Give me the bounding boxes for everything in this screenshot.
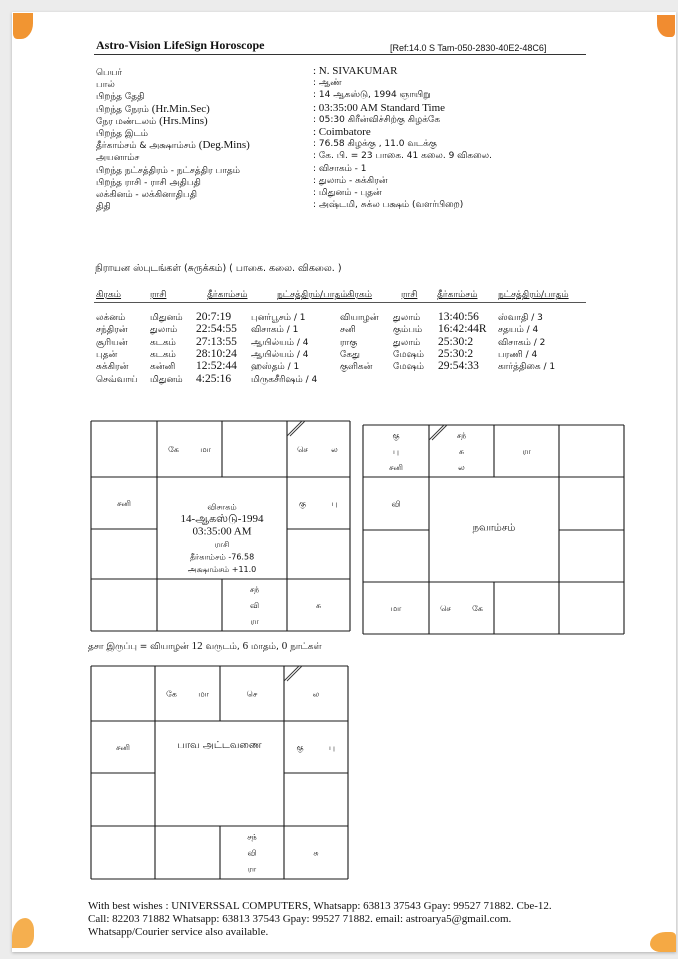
cell-rasi: மிதுனம் xyxy=(150,374,183,385)
planet-abbrev: கு xyxy=(392,431,400,440)
detail-label-text: பால் xyxy=(96,80,115,91)
detail-label-text: பிறந்த நட்சத்திரம் - நட்சத்திர பாதம் xyxy=(96,165,241,176)
dasa-days: 0 xyxy=(281,640,288,652)
cell-rasi: துலாம் xyxy=(150,325,178,336)
cell-longitude: 20:7:19 xyxy=(196,311,232,323)
cell-planet: கேது xyxy=(340,349,360,360)
cell-longitude: 27:13:55 xyxy=(196,335,237,348)
planet-abbrev: வி xyxy=(249,601,260,610)
chart-center-text: விசாகம் xyxy=(207,502,237,512)
chart-center-text: பாவ அட்டவணை xyxy=(177,740,262,751)
cell-longitude: 28:10:24 xyxy=(196,347,237,360)
detail-value: : துலாம் - சுக்கிரன் xyxy=(313,175,388,186)
detail-value: : விசாகம் - 1 xyxy=(313,163,367,174)
detail-value: : கே. பி. = 23 பாகை. 41 கலை. 9 விகலை. xyxy=(313,151,493,162)
house-r3c2 xyxy=(247,833,257,874)
cell-rasi: மிதுனம் xyxy=(150,313,183,323)
planet-abbrev: ரா xyxy=(522,447,531,456)
chart-center-text: அக்ஷாம்சம் +11.0 xyxy=(187,565,257,575)
detail-label-text: திதி xyxy=(96,202,111,213)
detail-value: : 14 ஆகஸ்டு, 1994 ஞாயிறு xyxy=(313,90,431,101)
planet-abbrev: செ xyxy=(246,689,258,699)
cell-planet: ராகு xyxy=(340,337,358,348)
planet-abbrev: செ xyxy=(297,445,308,454)
cell-rasi: கும்பம் xyxy=(393,325,423,336)
cell-rasi: கன்னி xyxy=(150,362,176,373)
column-header: தீர்காம்சம் xyxy=(207,290,248,300)
dasa-years-unit: வருடம், xyxy=(202,642,243,652)
footer-line-2: Call: 82203 71882 Whatsapp: 63813 37543 Gpay: 99527 71882. email: astroarya5@gmail.com. xyxy=(88,913,512,925)
house-r1c0 xyxy=(116,743,130,752)
footer-line-1: With best wishes : UNIVERSSAL COMPUTERS, Whatsapp: 63813 37543 Gpay: 99527 71882. Cbe-12. xyxy=(88,900,552,912)
detail-label-text: பிறந்த தேதி xyxy=(96,92,145,103)
planet-abbrev: சந் xyxy=(456,431,467,440)
detail-label-text: நேர மண்டலம் xyxy=(96,116,160,127)
planet-abbrev: கே xyxy=(168,445,179,454)
cell-planet: வியாழன் xyxy=(340,313,379,323)
detail-label-text: பிறந்த ராசி - ராசி அதிபதி xyxy=(96,177,201,188)
detail-label-text: அயனாம்ச xyxy=(96,153,140,164)
planet-abbrev: கு xyxy=(298,499,307,508)
detail-value: : 05:30 கிரீன்விச்சிற்கு கிழக்கே xyxy=(313,114,441,125)
planet-abbrev: ல xyxy=(331,445,338,454)
detail-label-text: பிறந்த இடம் xyxy=(96,129,148,139)
cell-rasi: துலாம் xyxy=(393,313,421,323)
house-r0c2 xyxy=(247,690,258,699)
planet-abbrev: சந் xyxy=(247,832,257,842)
cell-nakshatra: ஹஸ்தம் / 1 xyxy=(251,362,300,373)
planet-abbrev: கே xyxy=(166,689,177,699)
house-r1c3 xyxy=(296,743,335,753)
planet-abbrev: சு xyxy=(315,601,322,610)
cell-rasi: கடகம் xyxy=(150,349,176,360)
cell-rasi: கடகம் xyxy=(150,337,176,348)
planet-abbrev: ரா xyxy=(250,617,259,626)
planet-abbrev: பு xyxy=(329,743,335,752)
lagna-marker xyxy=(284,666,299,681)
cell-rasi: துலாம் xyxy=(393,337,421,348)
dasa-days-unit: நாட்கள் xyxy=(287,642,322,652)
house-r0c3 xyxy=(313,690,320,699)
planet-abbrev: மா xyxy=(200,445,211,454)
cell-longitude: 4:25:16 xyxy=(196,372,232,385)
cell-nakshatra: புனர்பூசம் / 1 xyxy=(251,313,306,323)
planet-abbrev: சந் xyxy=(249,585,260,594)
house-r3c3 xyxy=(313,849,319,858)
cell-longitude: 25:30:2 xyxy=(438,335,474,348)
cell-planet: சூரியன் xyxy=(96,337,128,348)
detail-label-unit: (Hrs.Mins) xyxy=(159,114,208,127)
cell-rasi: மேஷம் xyxy=(393,362,424,373)
cell-planet: லக்னம் xyxy=(96,313,126,323)
cell-nakshatra: பரணி / 4 xyxy=(498,349,538,360)
dasa-label: தசா இருப்பு = வியாழன் xyxy=(88,642,192,652)
column-header: கிரகம் xyxy=(96,290,122,300)
column-header: தீர்காம்சம் xyxy=(437,290,478,300)
dasa-months-unit: மாதம், xyxy=(248,642,282,652)
chart-center-text: நவாம்சம் xyxy=(472,522,516,534)
detail-value: : அஷ்டமி, சுக்ல பக்ஷம் (வளர்பிறை) xyxy=(313,200,464,211)
planet-abbrev: ல xyxy=(458,463,465,472)
cell-nakshatra: ஸ்வாதி / 3 xyxy=(498,313,543,323)
chart-center-text: தீர்காம்சம் -76.58 xyxy=(189,552,255,562)
planet-abbrev: சனி xyxy=(117,499,131,508)
footer-line-3: Whatsapp/Courier service also available. xyxy=(88,926,269,938)
planet-abbrev: கு xyxy=(296,743,304,752)
reference-code: [Ref:14.0 S Tam-050-2830-40E2-48C6] xyxy=(390,43,547,53)
cell-longitude: 12:52:44 xyxy=(196,360,237,373)
planet-abbrev: வி xyxy=(391,499,401,509)
planet-abbrev: பு xyxy=(393,447,399,456)
cell-longitude: 22:54:55 xyxy=(196,323,237,336)
cell-nakshatra: விசாகம் / 2 xyxy=(498,337,546,348)
cell-planet: சந்திரன் xyxy=(96,325,128,336)
house-r0c1 xyxy=(166,690,210,699)
chart-center-text: ராசி xyxy=(214,540,230,550)
planet-abbrev: ரா xyxy=(247,864,257,874)
cell-longitude: 16:42:44R xyxy=(438,323,487,336)
planet-abbrev: சனி xyxy=(389,463,403,472)
planet-abbrev: மா xyxy=(390,604,402,613)
cell-planet: குளிகன் xyxy=(340,362,373,373)
planet-abbrev: சு xyxy=(458,447,465,456)
planet-abbrev: ல xyxy=(312,689,320,699)
dasa-years: 12 xyxy=(191,640,203,652)
planet-abbrev: பு xyxy=(331,499,338,508)
planet-abbrev: மா xyxy=(198,689,209,699)
dasa-months: 6 xyxy=(242,640,249,652)
detail-label-unit: (Hr.Min.Sec) xyxy=(151,102,210,115)
detail-value: : ஆண் xyxy=(313,78,342,89)
detail-label-text: பிறந்த நேரம் xyxy=(96,104,152,115)
cell-longitude: 13:40:56 xyxy=(438,311,479,323)
detail-label-text: லக்கினம் - லக்கினாதிபதி xyxy=(96,190,198,200)
detail-label-text: தீர்காம்சம் & அக்ஷாம்சம் xyxy=(96,141,199,152)
planet-abbrev: செ xyxy=(440,604,451,613)
lagna-marker xyxy=(287,666,302,681)
dasa-balance xyxy=(88,640,322,653)
cell-planet: சனி xyxy=(340,325,356,336)
cell-longitude: 29:54:33 xyxy=(438,360,479,373)
detail-value: : Coimbatore xyxy=(313,126,371,138)
detail-label-unit: (Deg.Mins) xyxy=(198,139,250,152)
cell-nakshatra: மிருகசீரிஷம் / 4 xyxy=(251,374,318,385)
planet-abbrev: சு xyxy=(313,848,319,858)
detail-value: : மிதுனம் - புதன் xyxy=(313,188,382,198)
detail-value: : 03:35:00 AM Standard Time xyxy=(313,101,446,114)
cell-planet: புதன் xyxy=(96,349,118,360)
detail-value: : N. SIVAKUMAR xyxy=(313,65,398,77)
detail-label-text: பெயர் xyxy=(96,68,123,78)
planet-section-title: நிராயன ஸ்புடங்கள் (சுருக்கம்) ( பாகை. கலை. விகலை. ) xyxy=(95,263,342,274)
planet-abbrev: வி xyxy=(247,848,257,858)
document-title: Astro-Vision LifeSign Horoscope xyxy=(96,38,265,52)
cell-nakshatra: விசாகம் / 1 xyxy=(251,325,299,336)
column-header: ராசி xyxy=(401,290,418,300)
planet-abbrev: சனி xyxy=(116,743,130,752)
chart-center-text: 14-ஆகஸ்டு-1994 xyxy=(180,513,264,526)
cell-longitude: 25:30:2 xyxy=(438,347,474,360)
column-header: நட்சத்திரம்/பாதம் xyxy=(277,290,348,300)
cell-nakshatra: ஆயில்யம் / 4 xyxy=(251,337,309,348)
cell-planet: செவ்வாய் xyxy=(96,374,138,385)
cell-nakshatra: கார்த்திகை / 1 xyxy=(498,362,556,373)
chart-center-text: 03:35:00 AM xyxy=(192,525,252,538)
planet-abbrev: கே xyxy=(472,604,483,613)
column-header: கிரகம் xyxy=(347,290,373,300)
detail-value: : 76.58 கிழக்கு , 11.0 வடக்கு xyxy=(313,139,437,150)
column-header: நட்சத்திரம்/பாதம் xyxy=(498,290,569,300)
cell-nakshatra: ஆயில்யம் / 4 xyxy=(251,349,309,360)
cell-nakshatra: சதயம் / 4 xyxy=(498,325,539,336)
cell-planet: சுக்கிரன் xyxy=(96,362,129,373)
column-header: ராசி xyxy=(150,290,167,300)
cell-rasi: மேஷம் xyxy=(393,349,424,360)
